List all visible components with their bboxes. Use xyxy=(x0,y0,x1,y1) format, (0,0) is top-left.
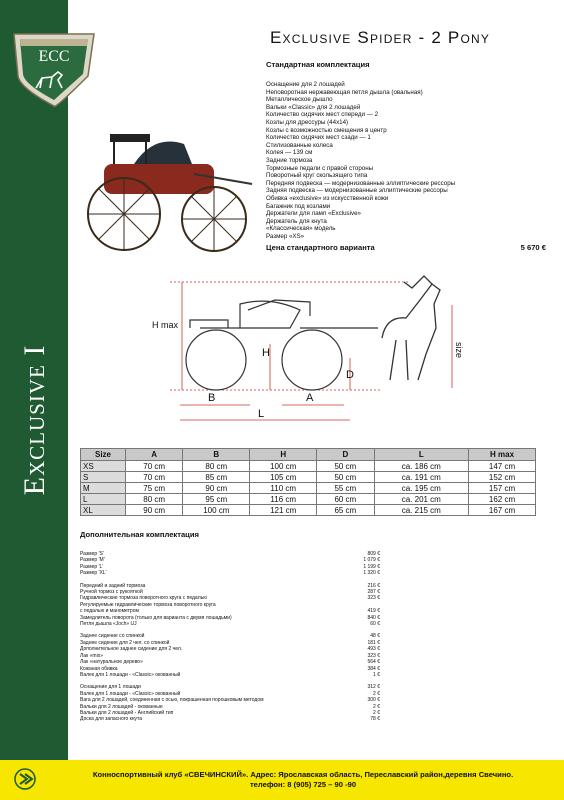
option-name: Лак «mix» xyxy=(80,652,103,659)
option-name: Передний и задний тормоза xyxy=(80,582,146,589)
table-row xyxy=(81,483,536,494)
option-name: Лак «натуральное дерево» xyxy=(80,659,143,666)
col-header: L xyxy=(374,449,469,461)
table-cell: ca. 201 cm xyxy=(374,494,469,505)
option-price: 419 € xyxy=(367,608,380,615)
label-l: L xyxy=(258,408,265,420)
footer-text xyxy=(48,770,558,790)
option-name: Размер 'S' xyxy=(80,551,104,557)
list-item: Размер «XS» xyxy=(266,232,305,240)
standard-heading: Стандартная комплектация xyxy=(266,60,370,69)
table-cell: 50 cm xyxy=(317,472,374,483)
option-price: 78 € xyxy=(370,716,380,723)
list-item: Стилизованные колеса xyxy=(266,141,333,149)
col-header: D xyxy=(317,449,374,461)
option-name: Оснащение для 1 лошади xyxy=(80,684,141,691)
list-item: Тормозные педали с правой стороны xyxy=(266,164,374,172)
option-price: 493 € xyxy=(367,646,380,653)
table-cell: 100 cm xyxy=(183,505,250,516)
table-cell: 90 cm xyxy=(183,483,250,494)
list-item: Козлы с возможностью смещения в центр xyxy=(266,126,387,134)
footer-phone: телефон: 8 (905) 725 – 90 -90 xyxy=(249,780,357,789)
list-item: Козлы для дрессуры (44х14) xyxy=(266,118,349,126)
table-cell: 162 cm xyxy=(469,494,536,505)
chevron-logo-icon xyxy=(14,768,36,790)
option-name: Регулируемые гидравлические тормоза поворотного круга xyxy=(80,601,216,608)
option-price: 2 € xyxy=(373,703,380,710)
label-d: D xyxy=(346,369,354,381)
option-price: 323 € xyxy=(367,652,380,659)
option-name: Вальки для 2 лошадей - окованные xyxy=(80,703,163,710)
option-name: Гидравлические тормоза поворотного круга с педалью xyxy=(80,595,207,602)
table-cell: 95 cm xyxy=(183,494,250,505)
page-title: Exclusive Spider - 2 Pony xyxy=(270,28,491,47)
table-cell: 50 cm xyxy=(317,461,374,472)
list-item: Металлическое дышло xyxy=(266,96,333,104)
option-price: 1 199 € xyxy=(363,563,380,570)
option-name: Доска для запасного кнута xyxy=(80,716,143,723)
ecc-logo xyxy=(8,28,100,108)
list-item: Держатели для ламп «Exclusive» xyxy=(266,210,361,218)
table-cell: 90 cm xyxy=(126,505,183,516)
option-price: 1 € xyxy=(373,671,380,678)
list-item: Неповоротная нержавеющая петля дышла (овальная) xyxy=(266,88,423,96)
col-header: Size xyxy=(81,449,126,461)
option-price: 1 320 € xyxy=(363,570,380,577)
table-row xyxy=(81,472,536,483)
option-name: Заднее сидение со спинкой xyxy=(80,633,145,640)
table-cell: 100 cm xyxy=(250,461,317,472)
label-size: size xyxy=(454,342,464,359)
sizes-table xyxy=(80,448,536,516)
table-row xyxy=(81,461,536,472)
option-name: Размер 'L' xyxy=(80,563,104,570)
sidebar-title: Exclusive I xyxy=(18,344,51,496)
table-cell: 110 cm xyxy=(250,483,317,494)
dimension-diagram xyxy=(150,270,464,440)
extra-equipment xyxy=(80,530,380,723)
option-price: 287 € xyxy=(367,589,380,596)
option-price: 2 € xyxy=(373,690,380,697)
option-name: Кожаная обивка xyxy=(80,665,118,672)
table-cell: XL xyxy=(81,505,126,516)
table-row xyxy=(81,494,536,505)
table-cell: 60 cm xyxy=(317,494,374,505)
list-item: Оснащение для 2 лошадей xyxy=(266,81,345,88)
table-cell: S xyxy=(81,472,126,483)
option-price: 312 € xyxy=(367,684,380,691)
option-name: Валек для 1 лошади - «Classic» окованный xyxy=(80,690,181,697)
list-item: Количество сидячих мест спереди — 2 xyxy=(266,111,379,119)
standard-price-row xyxy=(266,243,546,252)
price-label: Цена стандартного варианта xyxy=(266,243,375,253)
option-price: 181 € xyxy=(367,639,380,646)
footer-address: Конноспортивный клуб «СВЕЧИНСКИЙ». Адрес: Ярославская область, Переславский район,деревня Свечино. xyxy=(92,770,514,779)
table-cell: 85 cm xyxy=(183,472,250,483)
option-row xyxy=(80,716,380,722)
table-cell: ca. 215 cm xyxy=(374,505,469,516)
extra-heading: Дополнительная комплектация xyxy=(80,530,199,539)
table-cell: 70 cm xyxy=(126,472,183,483)
table-cell: 147 cm xyxy=(469,461,536,472)
option-name: Вальки для 2 лошадей - Английский тип xyxy=(80,709,174,716)
option-price: 384 € xyxy=(367,665,380,672)
table-cell: 65 cm xyxy=(317,505,374,516)
table-cell: 116 cm xyxy=(250,494,317,505)
label-b: B xyxy=(208,392,216,404)
table-cell: 152 cm xyxy=(469,472,536,483)
table-cell: 157 cm xyxy=(469,483,536,494)
option-price: 564 € xyxy=(367,659,380,666)
table-cell: 121 cm xyxy=(250,505,317,516)
table-cell: ca. 195 cm xyxy=(374,483,469,494)
label-h: H xyxy=(262,347,270,359)
label-hmax: H max xyxy=(152,320,179,330)
option-price: 48 € xyxy=(370,633,380,640)
option-price: 840 € xyxy=(367,614,380,621)
option-name: Замедлитель поворота (только для варианта с двумя лошадьми) xyxy=(80,614,232,621)
footer xyxy=(0,760,564,800)
standard-equipment xyxy=(266,60,546,252)
extra-list xyxy=(80,551,380,723)
list-item: Вальки «Classic» для 2 лошадей xyxy=(266,103,361,111)
option-name: Размер 'XL' xyxy=(80,570,107,577)
table-cell: M xyxy=(81,483,126,494)
list-item: Задняя подвеска — модернизованные эллиптические рессоры xyxy=(266,187,448,195)
option-price: 1 079 € xyxy=(363,557,380,564)
table-cell: 80 cm xyxy=(183,461,250,472)
table-header-row xyxy=(81,449,536,461)
sizes-body xyxy=(81,461,536,516)
table-cell: XS xyxy=(81,461,126,472)
option-name: Петля дышла «Joch» UJ xyxy=(80,621,137,628)
option-name: Заднее сидение для 2 чел. со спинкой xyxy=(80,639,170,646)
col-header: B xyxy=(183,449,250,461)
col-header: H xyxy=(250,449,317,461)
col-header: H max xyxy=(469,449,536,461)
price-value: 5 670 € xyxy=(520,243,546,253)
col-header: A xyxy=(126,449,183,461)
option-name: Ручной тормоз с рукояткой xyxy=(80,589,143,596)
list-item: Передняя подвеска — модернизованные эллиптические рессоры xyxy=(266,179,456,187)
carriage-photo xyxy=(74,104,254,264)
list-item: Задние тормоза xyxy=(266,156,313,164)
option-name: Размер 'M' xyxy=(80,557,105,564)
list-item: Колея — 139 см xyxy=(266,149,313,157)
table-cell: ca. 186 cm xyxy=(374,461,469,472)
option-price: 216 € xyxy=(367,582,380,589)
option-price: 2 € xyxy=(373,709,380,716)
list-item: «Классическая» модель xyxy=(266,225,336,233)
logo-text: ECC xyxy=(38,48,70,65)
list-item: Количество сидячих мест сзади — 1 xyxy=(266,134,371,142)
option-name: Валек для 1 лошади - «Classic» окованный xyxy=(80,671,181,678)
option-price: 300 € xyxy=(367,697,380,704)
list-item: Поворотный круг скользящего типа xyxy=(266,172,368,180)
table-cell: 75 cm xyxy=(126,483,183,494)
option-name: с педалью и манометром xyxy=(80,608,139,615)
option-name: Вага для 2 лошадей, соединенная с осью, покрашенная порошковым методом xyxy=(80,697,264,704)
table-cell: ca. 191 cm xyxy=(374,472,469,483)
option-price: 60 € xyxy=(370,621,380,628)
label-a: A xyxy=(306,392,314,404)
table-cell: 105 cm xyxy=(250,472,317,483)
option-price: 323 € xyxy=(367,595,380,602)
list-item: Держатель для кнута xyxy=(266,217,327,225)
table-cell: 167 cm xyxy=(469,505,536,516)
list-item: Обивка «exclusive» из искусственной кожи xyxy=(266,194,389,202)
table-cell: L xyxy=(81,494,126,505)
option-name: Дополнительное заднее сидение для 2 чел. xyxy=(80,646,183,653)
list-item: Багажник под козлами xyxy=(266,202,331,210)
standard-list xyxy=(266,81,546,240)
option-price: 809 € xyxy=(367,551,380,557)
table-cell: 70 cm xyxy=(126,461,183,472)
table-row xyxy=(81,505,536,516)
table-cell: 55 cm xyxy=(317,483,374,494)
table-cell: 80 cm xyxy=(126,494,183,505)
